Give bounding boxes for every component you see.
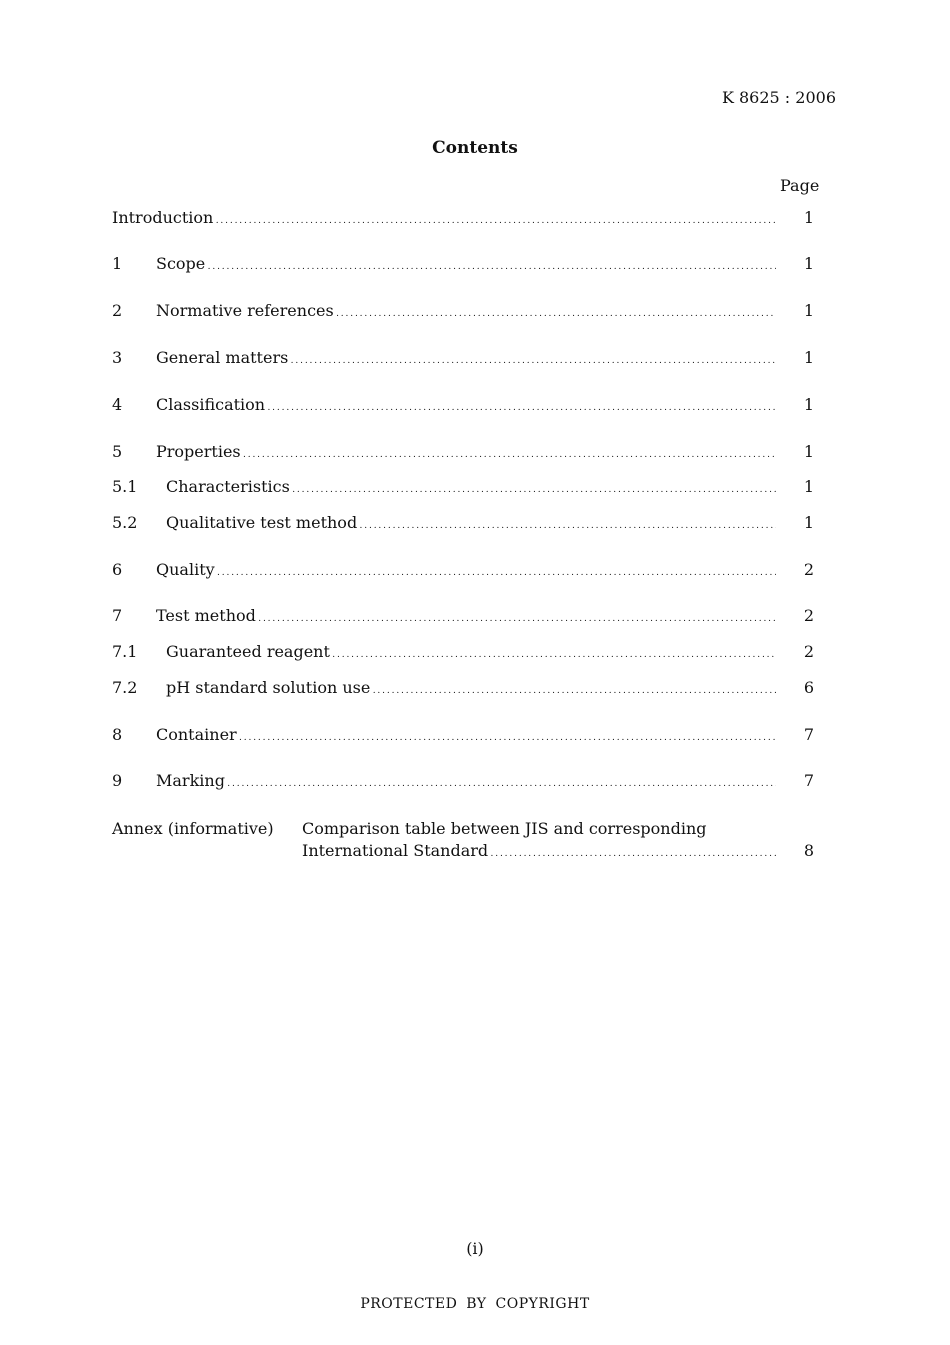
toc-entry-page: 1 <box>803 442 814 461</box>
toc-entry-label: Classification . . . <box>156 394 776 419</box>
toc-entry-label: pH standard solution use . . . <box>166 677 776 702</box>
toc-entry-annex[interactable] <box>112 818 824 864</box>
toc-entry-page: 2 <box>803 606 814 625</box>
toc-entry-container[interactable] <box>112 724 824 746</box>
document-number: K 8625 : 2006 <box>721 88 836 107</box>
toc-entry-number: 6 <box>112 560 123 579</box>
toc-entry-normative-references[interactable] <box>112 300 824 322</box>
toc-entry-number: 8 <box>112 725 123 744</box>
toc-entry-number: 9 <box>112 771 123 790</box>
toc-entry-label: Scope . . . <box>156 253 776 278</box>
toc-entry-scope[interactable] <box>112 253 824 275</box>
toc-entry-number: 5 <box>112 442 123 461</box>
toc-entry-label: Characteristics . . . <box>166 476 776 501</box>
annex-title-line-1: Comparison table between JIS and corresponding <box>302 819 707 838</box>
copyright-notice: PROTECTED BY COPYRIGHT <box>360 1296 590 1312</box>
toc-entry-page: 1 <box>803 301 814 320</box>
toc-entry-page: 7 <box>803 771 814 790</box>
toc-entry-qualitative-test-method[interactable] <box>112 512 824 534</box>
toc-entry-number: 5.1 <box>112 477 138 496</box>
toc-entry-label: Qualitative test method . . . <box>166 512 776 537</box>
toc-entry-page: 8 <box>803 841 814 860</box>
toc-entry-introduction[interactable] <box>112 207 824 229</box>
toc-entry-page: 1 <box>803 208 814 227</box>
toc-entry-label: Container . . . <box>156 724 776 749</box>
toc-entry-page: 1 <box>803 477 814 496</box>
toc-entry-number: 2 <box>112 301 123 320</box>
annex-title-line-2: International Standard . . . <box>302 840 776 865</box>
toc-entry-number: 3 <box>112 348 123 367</box>
toc-entry-label: General matters . . . <box>156 347 776 372</box>
toc-entry-label: Test method . . . <box>156 605 776 630</box>
page-folio: (i) <box>466 1239 484 1258</box>
toc-entry-page: 2 <box>803 560 814 579</box>
toc-entry-label: Properties . . . <box>156 441 776 466</box>
page-column-heading: Page <box>780 176 820 195</box>
toc-entry-label: Introduction . . . <box>112 207 776 232</box>
toc-entry-page: 1 <box>803 348 814 367</box>
toc-entry-ph-standard-solution-use[interactable] <box>112 677 824 699</box>
toc-entry-number: 1 <box>112 254 123 273</box>
page-title: Contents <box>432 138 518 158</box>
toc-entry-page: 7 <box>803 725 814 744</box>
toc-entry-number: 7 <box>112 606 123 625</box>
toc-entry-page: 1 <box>803 395 814 414</box>
toc-entry-page: 2 <box>803 642 814 661</box>
toc-entry-guaranteed-reagent[interactable] <box>112 641 824 663</box>
toc-entry-page: 1 <box>803 254 814 273</box>
annex-tag: Annex (informative) <box>112 819 274 838</box>
toc-entry-properties[interactable] <box>112 441 824 463</box>
toc-entry-label: Quality . . . <box>156 559 776 584</box>
toc-entry-number: 7.1 <box>112 642 138 661</box>
toc-entry-test-method[interactable] <box>112 605 824 627</box>
toc-entry-general-matters[interactable] <box>112 347 824 369</box>
toc-entry-label: Marking . . . <box>156 770 776 795</box>
toc-entry-label: Normative references . . . <box>156 300 776 325</box>
toc-entry-marking[interactable] <box>112 770 824 792</box>
toc-entry-number: 4 <box>112 395 123 414</box>
toc-entry-classification[interactable] <box>112 394 824 416</box>
toc-entry-page: 1 <box>803 513 814 532</box>
toc-entry-number: 5.2 <box>112 513 138 532</box>
toc-entry-label: Guaranteed reagent . . . <box>166 641 776 666</box>
toc-entry-quality[interactable] <box>112 559 824 581</box>
toc-entry-number: 7.2 <box>112 678 138 697</box>
toc-entry-characteristics[interactable] <box>112 476 824 498</box>
toc-entry-page: 6 <box>803 678 814 697</box>
